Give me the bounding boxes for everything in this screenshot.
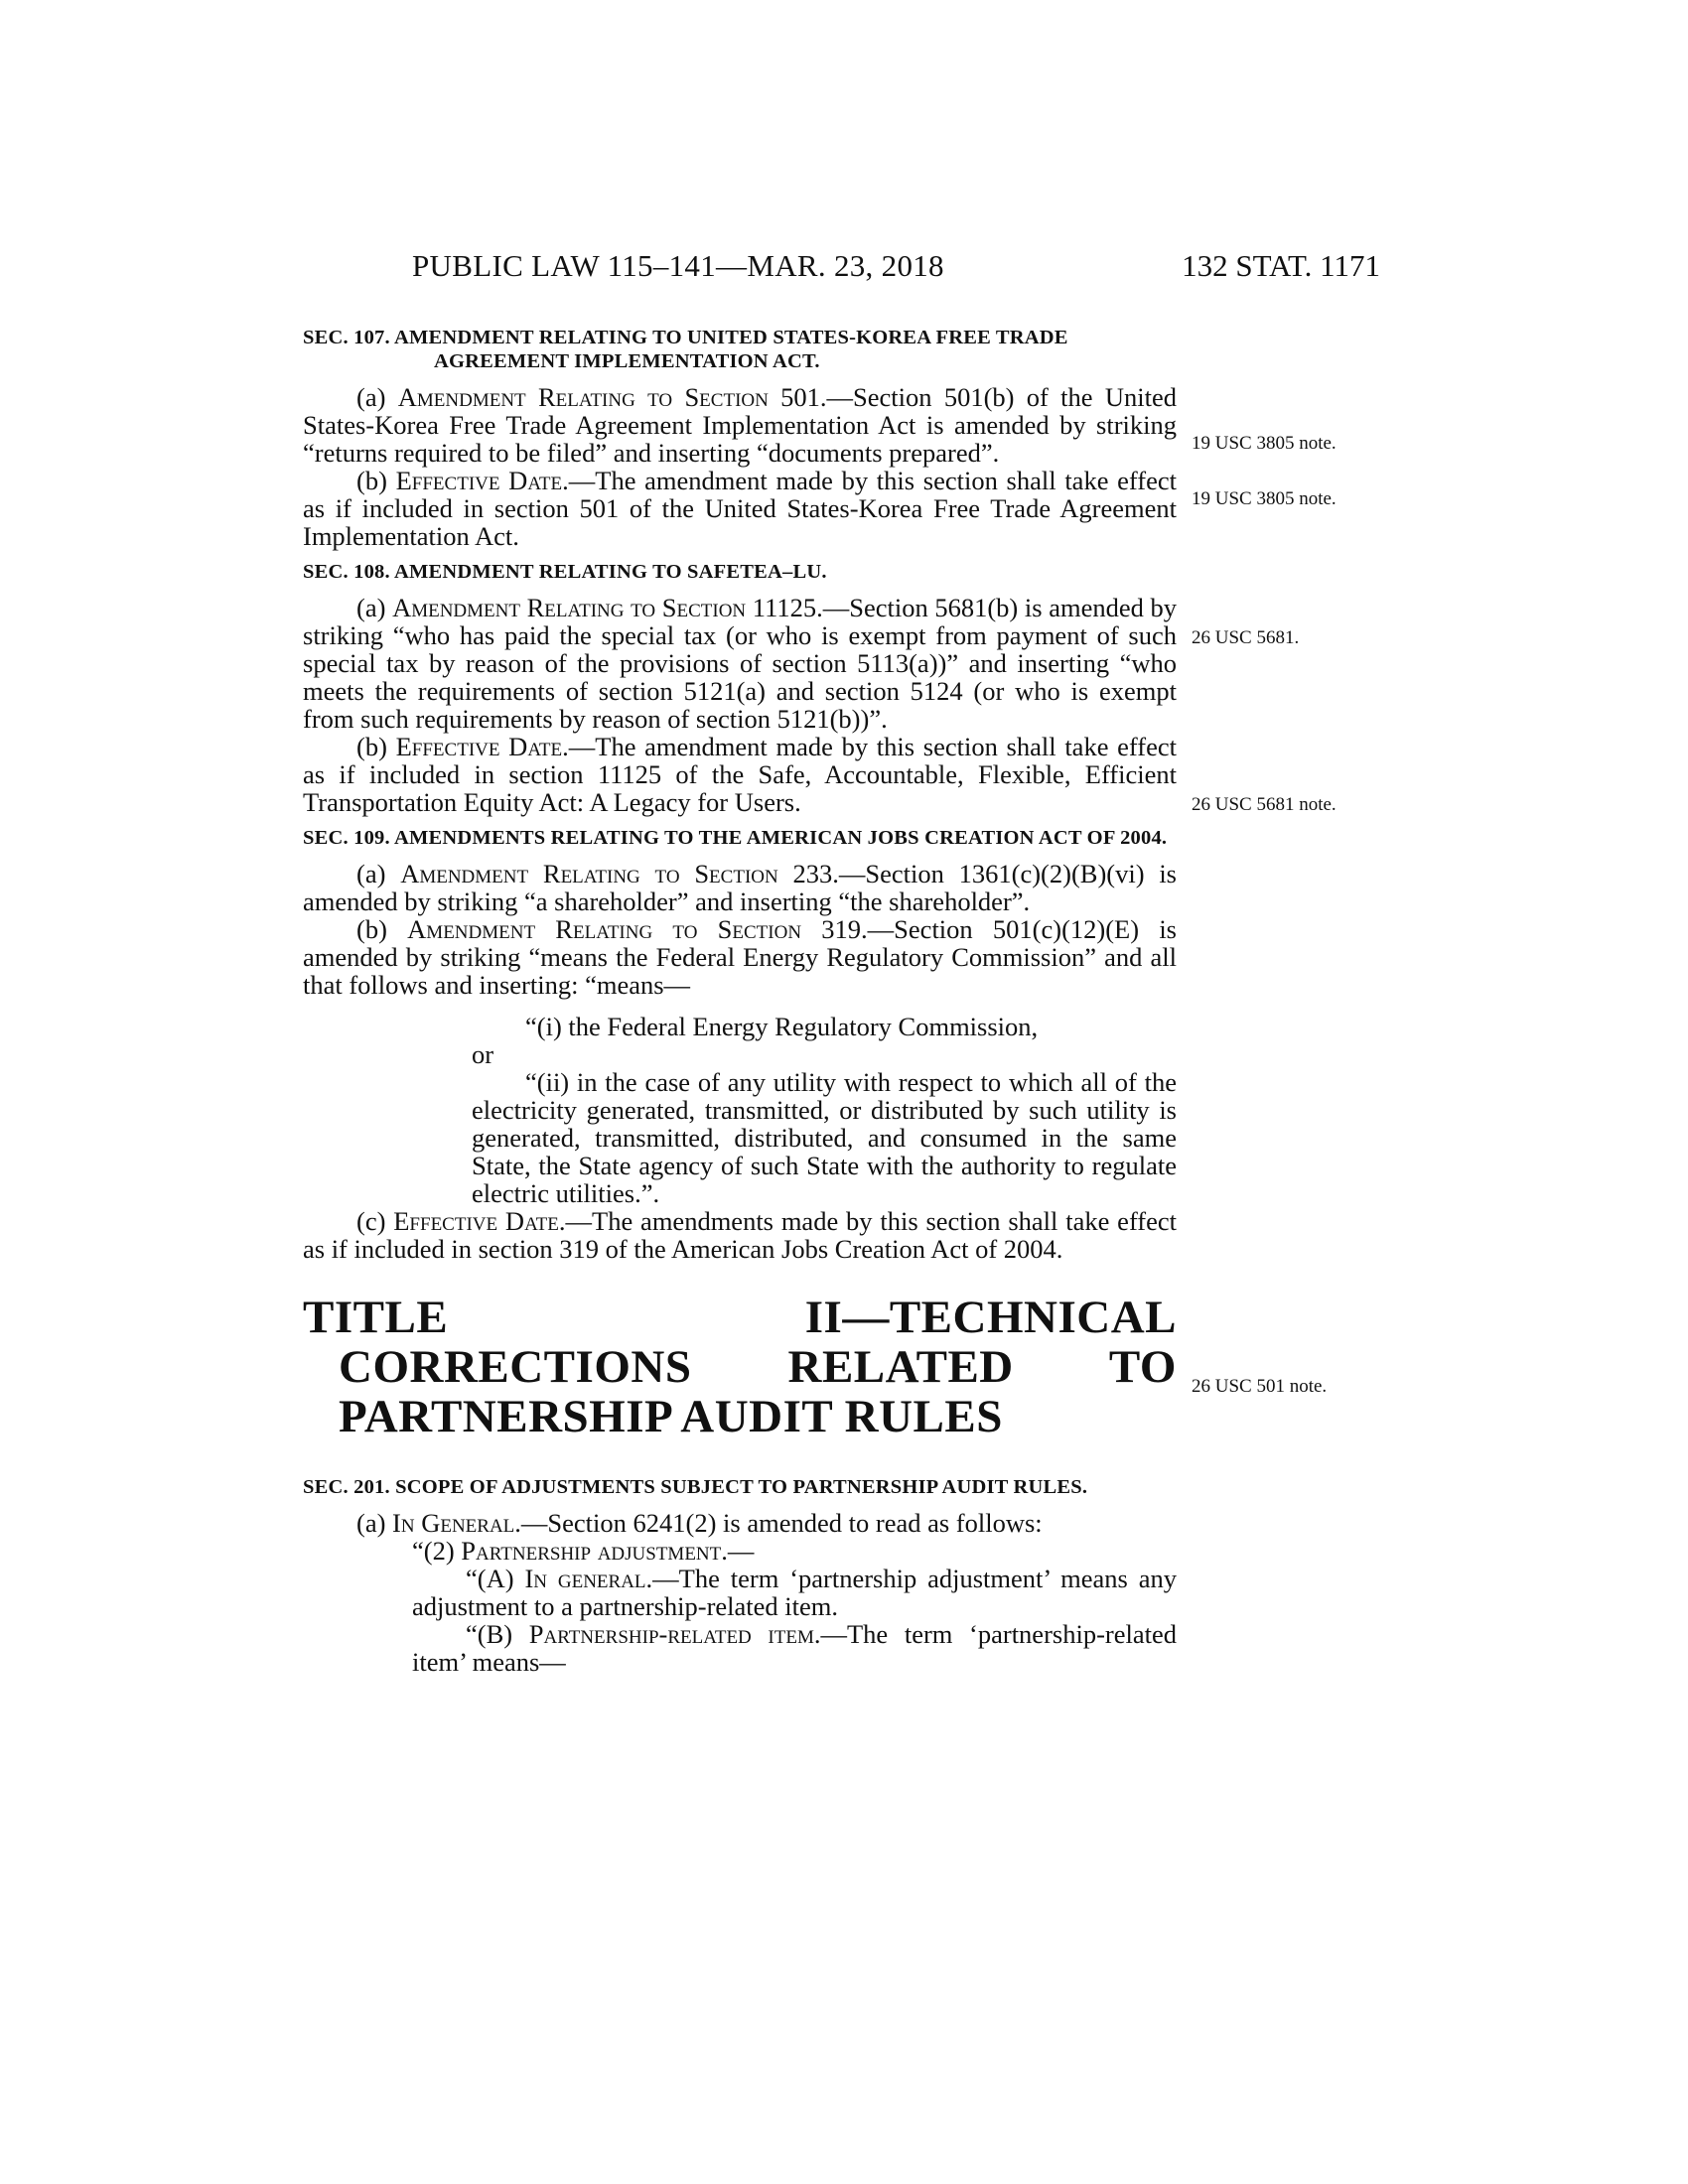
paragraph-text: .—The term ‘partnership-related item’ means— bbox=[412, 1619, 1177, 1677]
paragraph-label: (b) bbox=[356, 732, 396, 761]
section-heading-109: SEC. 109. AMENDMENTS RELATING TO THE AMERICAN JOBS CREATION ACT OF 2004. bbox=[303, 827, 1168, 849]
paragraph-text: .—The amendments made by this section shall take effect as if included in section 319 of the American Jobs Creation Act of 2004. bbox=[303, 1206, 1177, 1264]
paragraph-text: .—The amendment made by this section shall take effect as if included in section 11125 of the Safe, Accountable, Flexible, Efficient Transportation Equity Act: A Legacy for Users. bbox=[303, 732, 1177, 817]
paragraph-text: .—The amendment made by this section shall take effect as if included in section 501 of the United States-Korea Free Trade Agreement Implementation Act. bbox=[303, 466, 1177, 551]
paragraph-label: (a) bbox=[356, 1508, 393, 1538]
margin-note-1: 19 USC 3805 note. bbox=[1192, 433, 1336, 454]
paragraph-201-a-2 bbox=[303, 1537, 1177, 1565]
quoted-text-block bbox=[472, 1013, 1177, 1040]
paragraph-201-a-2-A bbox=[412, 1565, 1177, 1620]
paragraph-caption: Amendment Relating to Section bbox=[397, 382, 769, 412]
paragraph-label: “(A) bbox=[466, 1564, 525, 1593]
paragraph-109-b bbox=[303, 915, 1177, 999]
paragraph-201-a-2-B bbox=[412, 1620, 1177, 1676]
paragraph-caption: Effective Date bbox=[395, 466, 563, 495]
paragraph-label: (b) bbox=[356, 466, 396, 495]
margin-note-2: 19 USC 3805 note. bbox=[1192, 488, 1336, 509]
paragraph-label: “(2) bbox=[412, 1536, 462, 1566]
quoted-text-block-2 bbox=[472, 1068, 1177, 1207]
paragraph-text: .— bbox=[721, 1536, 755, 1566]
paragraph-caption: Amendment Relating to Section bbox=[400, 859, 778, 888]
section-heading-201: SEC. 201. SCOPE OF ADJUSTMENTS SUBJECT TO PARTNERSHIP AUDIT RULES. bbox=[303, 1476, 1088, 1498]
paragraph-201-a bbox=[303, 1509, 1177, 1537]
section-heading-108: SEC. 108. AMENDMENT RELATING TO SAFETEA–LU. bbox=[303, 561, 827, 583]
paragraph-text: 501.—Section 501(b) of the United States-Korea Free Trade Agreement Implementation Act is amended by striking “returns required to be filed” and inserting “documents prepared”. bbox=[303, 382, 1177, 468]
quoted-clause-i: “(i) the Federal Energy Regulatory Commission, bbox=[525, 1012, 1039, 1041]
paragraph-109-a bbox=[303, 860, 1177, 915]
paragraph-text: 11125.—Section 5681(b) is amended by striking “who has paid the special tax (or who is exempt from payment of such special tax by reason of the provisions of section 5113(a))” and inserting “who meets the requirements of section 5121(a) and section 5124 (or who is exempt from such requirements by reason of section 5121(b))”. bbox=[303, 593, 1177, 734]
paragraph-108-a bbox=[303, 594, 1177, 733]
paragraph-text: 233.—Section 1361(c)(2)(B)(vi) is amended by striking “a shareholder” and inserting “the shareholder”. bbox=[303, 859, 1177, 916]
margin-note-3: 26 USC 5681. bbox=[1192, 627, 1300, 648]
quoted-clause-ii: “(ii) in the case of any utility with respect to which all of the electricity generated, transmitted, or distributed by such utility is generated, transmitted, distributed, and consumed in the same State, the State agency of such State with the authority to regulate electric utilities.”. bbox=[472, 1067, 1177, 1208]
paragraph-caption: Partnership-related item bbox=[528, 1619, 814, 1649]
paragraph-label: (a) bbox=[356, 859, 401, 888]
title-heading: TITLE II—TECHNICAL CORRECTIONS RELATED TO PARTNERSHIP AUDIT RULES bbox=[303, 1292, 1177, 1442]
paragraph-caption: Effective Date bbox=[395, 732, 563, 761]
paragraph-text: .—Section 6241(2) is amended to read as follows: bbox=[514, 1508, 1043, 1538]
paragraph-caption: Amendment Relating to Section bbox=[407, 914, 802, 944]
paragraph-text: .—The term ‘partnership adjustment’ means any adjustment to a partnership-related item. bbox=[412, 1564, 1177, 1621]
margin-note-4: 26 USC 5681 note. bbox=[1192, 794, 1336, 815]
paragraph-label: “(B) bbox=[466, 1619, 529, 1649]
quoted-or: or bbox=[472, 1039, 494, 1069]
section-heading-107: SEC. 107. AMENDMENT RELATING TO UNITED STATES-KOREA FREE TRADE AGREEMENT IMPLEMENTATION ACT. bbox=[303, 327, 1068, 372]
paragraph-caption: In General bbox=[392, 1508, 515, 1538]
paragraph-107-b bbox=[303, 467, 1177, 550]
paragraph-109-c bbox=[303, 1207, 1177, 1263]
paragraph-label: (b) bbox=[356, 914, 408, 944]
page-number: 132 STAT. 1171 bbox=[1182, 248, 1380, 283]
paragraph-label: (a) bbox=[356, 382, 398, 412]
paragraph-caption: Amendment Relating to Section bbox=[392, 593, 747, 622]
paragraph-108-b bbox=[303, 733, 1177, 816]
paragraph-text: 319.—Section 501(c)(12)(E) is amended by striking “means the Federal Energy Regulatory Commission” and all that follows and inserting: “means— bbox=[303, 914, 1177, 1000]
paragraph-107-a bbox=[303, 383, 1177, 467]
paragraph-caption: Partnership adjustment bbox=[461, 1536, 722, 1566]
margin-note-5: 26 USC 501 note. bbox=[1192, 1376, 1328, 1397]
document-body bbox=[303, 316, 1177, 1676]
paragraph-caption: Effective Date bbox=[393, 1206, 559, 1236]
paragraph-caption: In general bbox=[524, 1564, 646, 1593]
running-head: PUBLIC LAW 115–141—MAR. 23, 2018 bbox=[412, 248, 944, 283]
paragraph-label: (a) bbox=[356, 593, 393, 622]
paragraph-label: (c) bbox=[356, 1206, 394, 1236]
page-header bbox=[303, 248, 1380, 288]
